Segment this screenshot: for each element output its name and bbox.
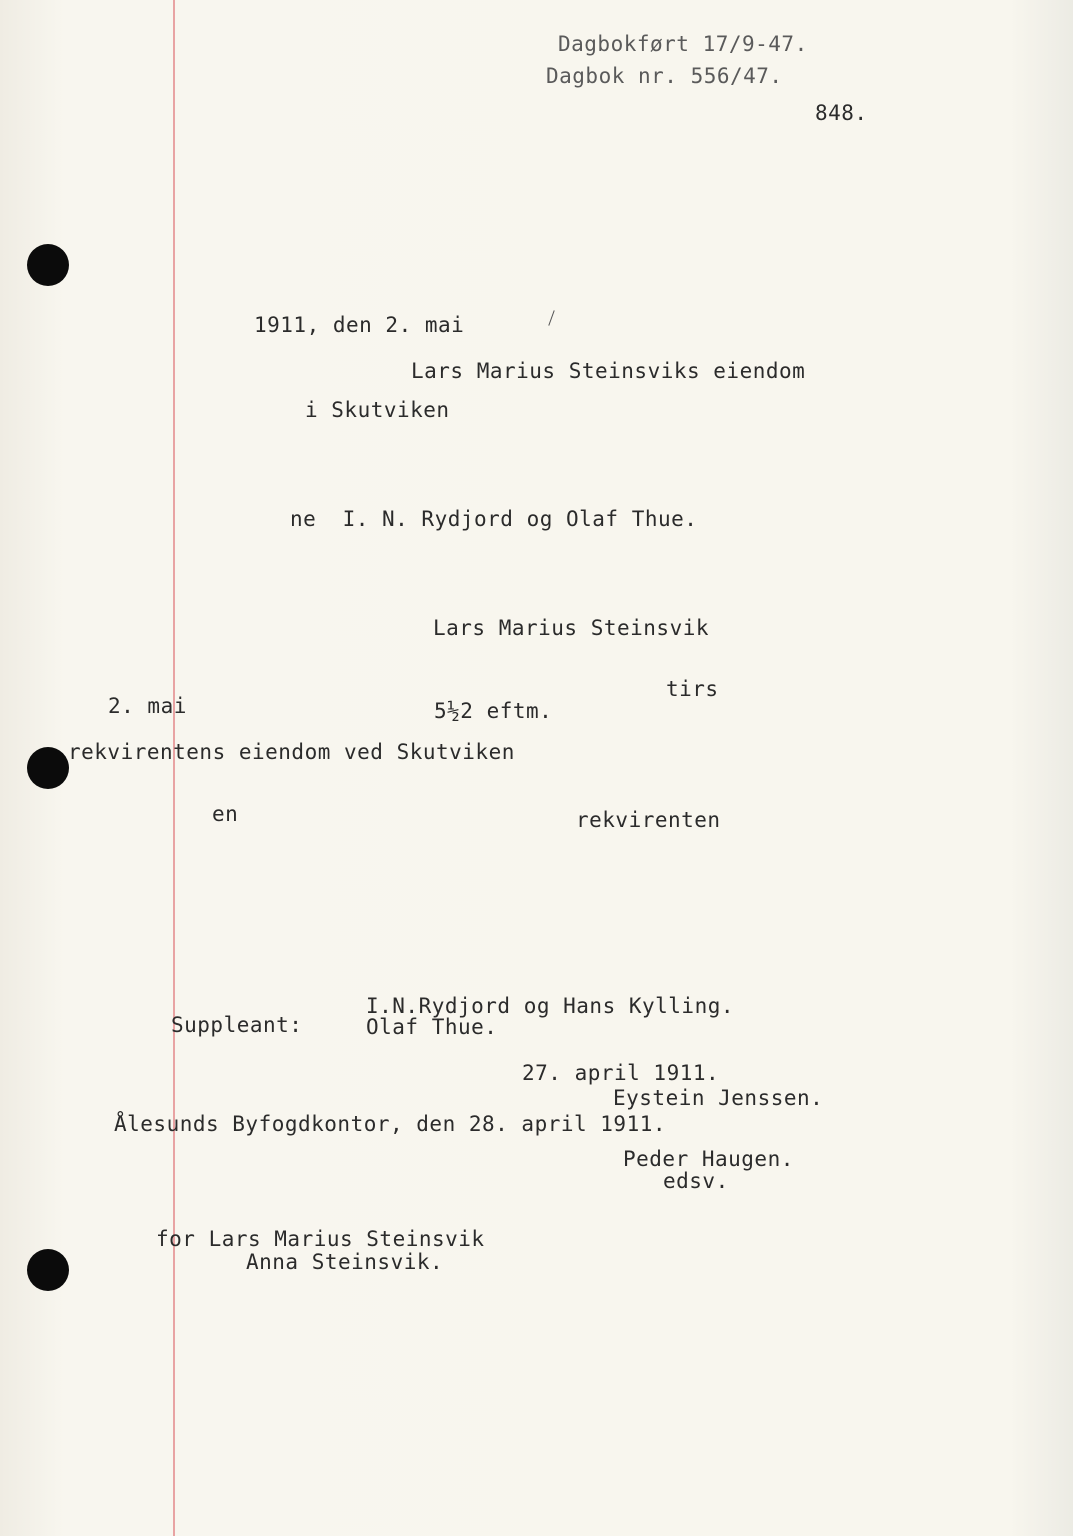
word-en: en [212,802,239,826]
meeting-place: rekvirentens eiendom ved Skutviken [68,740,515,764]
signer-1: Eystein Jenssen. [613,1086,824,1110]
property-line-1: Lars Marius Steinsviks eiendom [411,359,806,383]
signer-2-title: edsv. [663,1169,729,1193]
pen-mark [548,310,554,325]
page-number: 848. [815,101,868,125]
weekday: tirs [666,677,719,701]
members-line: I.N.Rydjord og Hans Kylling. [366,994,735,1018]
dagbok-number: Dagbok nr. 556/47. [546,64,783,88]
property-line-2: i Skutviken [305,398,450,422]
margin-line [173,0,175,1536]
meeting-time: 5½2 eftm. [434,699,553,723]
punch-hole [27,244,69,286]
signer-3: Anna Steinsvik. [246,1250,444,1274]
punch-hole [27,1249,69,1291]
persons-line: ne I. N. Rydjord og Olaf Thue. [290,507,698,531]
signer-2: Peder Haugen. [623,1147,794,1171]
requester-name: Lars Marius Steinsvik [433,616,710,640]
word-rekvirenten: rekvirenten [576,808,721,832]
meeting-date: 2. mai [108,694,187,718]
supplement-label: Suppleant: [171,1013,303,1037]
dagbokfort-stamp: Dagbokført 17/9-47. [558,32,808,56]
punch-hole [27,747,69,789]
for-line: for Lars Marius Steinsvik [156,1227,485,1251]
date-signed: 27. april 1911. [522,1061,720,1085]
date-line: 1911, den 2. mai [254,313,465,337]
supplement-name: Olaf Thue. [366,1015,498,1039]
office-line: Ålesunds Byfogdkontor, den 28. april 1911. [114,1112,667,1136]
